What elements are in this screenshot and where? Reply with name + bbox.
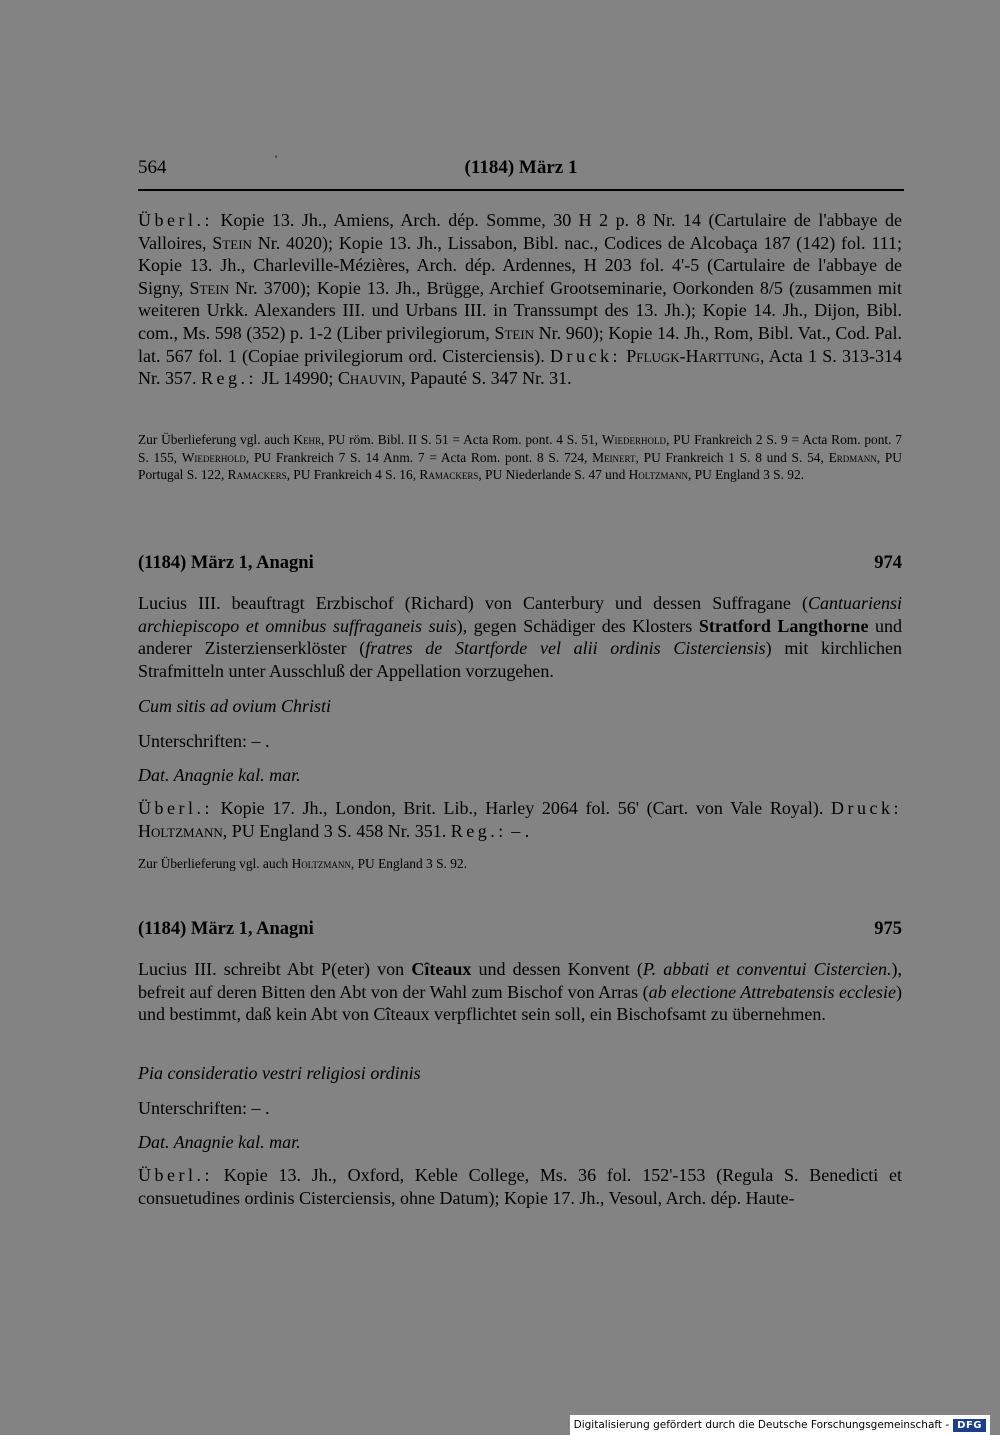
entry-975-dating: Dat. Anagnie kal. mar. — [138, 1132, 301, 1152]
uberlieferung-paragraph: Überl.: Kopie 13. Jh., Amiens, Arch. dép. Somme, 30 H 2 p. 8 Nr. 14 (Cartulaire de l'abbaye de Valloires, Stein Nr. 4020); Kopie 13. Jh., Lissabon, Bibl. nac., Codices de Alcobaça 187 (142) fol. 111; Kopie 13. Jh., Charleville-Mézières, Arch. dép. Ardennes, H 203 fol. 4'-5 (Cartulaire de l'abbaye de Signy, Stein Nr. 3700); Kopie 13. Jh., Brügge, Archief Grootseminarie, Oorkonden 8/5 (zusammen mit weiteren Urkk. Alexanders III. und Urbans III. in Transsumpt des 13. Jh.); Kopie 14. Jh., Dijon, Bibl. com., Ms. 598 (352) p. 1-2 (Liber privilegiorum, Stein Nr. 960); Kopie 14. Jh., Rom, Bibl. Vat., Cod. Pal. lat. 567 fol. 1 (Copiae privilegiorum ord. Cisterciensis). Druck: Pflugk-Harttung, Acta 1 S. 313-314 Nr. 357. Reg.: JL 14990; Chauvin, Papauté S. 347 Nr. 31. — [138, 210, 903, 389]
dfg-logo: DFG — [953, 1419, 986, 1432]
entry-974-tradition — [138, 797, 902, 842]
previous-entry-note — [138, 431, 902, 484]
note-paragraph: Zur Überlieferung vgl. auch Kehr, PU röm. Bibl. II S. 51 = Acta Rom. pont. 4 S. 51, Wiederhold, PU Frankreich 2 S. 9 = Acta Rom. pont. 7 S. 155, Wiederhold, PU Frankreich 7 S. 14 Anm. 7 = Acta Rom. pont. 8 S. 724, Meinert, PU Frankreich 1 S. 8 und S. 54, Erdmann, PU Portugal S. 122, Ramackers, PU Frankreich 4 S. 16, Ramackers, PU Niederlande S. 47 und Holtzmann, PU England 3 S. 92. — [138, 432, 902, 482]
dfg-funding-footer — [570, 1415, 990, 1435]
entry-975-number: 975 — [874, 919, 902, 939]
entry-975-signatures: Unterschriften: – . — [138, 1098, 270, 1118]
entry-975-regest — [138, 958, 902, 1026]
entry-974-note — [138, 855, 902, 873]
entry-974-signatures: Unterschriften: – . — [138, 731, 270, 751]
regest-paragraph: Lucius III. beauftragt Erzbischof (Richard) von Canterbury und dessen Suffragane (Cantuariensi archiepiscopo et omnibus suffraganeis suis), gegen Schädiger des Klosters Stratford Langthorne und anderer Zisterzienserklöster (fratres de Startforde vel alii ordinis Cisterciensis) mit kirchlichen Strafmitteln unter Ausschluß der Appellation vorzugehen. — [138, 593, 903, 681]
uberlieferung-paragraph: Überl.: Kopie 17. Jh., London, Brit. Lib., Harley 2064 fol. 56' (Cart. von Vale Royal). Druck: Holtzmann, PU England 3 S. 458 Nr. 351. Reg.: – . — [138, 798, 902, 841]
entry-974-dating: Dat. Anagnie kal. mar. — [138, 765, 301, 785]
footer-text: Digitalisierung gefördert durch die Deutsche Forschungsgemeinschaft - — [573, 1419, 950, 1431]
entry-975-date: (1184) März 1, Anagni — [138, 919, 314, 939]
entry-974-regest — [138, 592, 902, 682]
page-number: 564 — [138, 157, 167, 178]
regest-paragraph: Lucius III. schreibt Abt P(eter) von Cîteaux und dessen Konvent (P. abbati et conventui Cistercien.), befreit auf deren Bitten den Abt von der Wahl zum Bischof von Arras (ab electione Attrebatensis ecclesie) und bestimmt, daß kein Abt von Cîteaux verpflichtet sein soll, ein Bischofsamt zu übernehmen. — [138, 959, 903, 1025]
entry-974-date: (1184) März 1, Anagni — [138, 553, 314, 573]
note-paragraph: Zur Überlieferung vgl. auch Holtzmann, PU England 3 S. 92. — [138, 856, 467, 871]
entry-975-tradition — [138, 1164, 902, 1209]
uberlieferung-paragraph: Überl.: Kopie 13. Jh., Oxford, Keble College, Ms. 36 fol. 152'-153 (Regula S. Benedicti et consuetudines ordinis Cisterciensis, ohne Datum); Kopie 17. Jh., Vesoul, Arch. dép. Haute- — [138, 1165, 902, 1208]
entry-974-incipit: Cum sitis ad ovium Christi — [138, 696, 332, 716]
entry-975-heading — [138, 919, 902, 943]
entry-974-number: 974 — [874, 553, 902, 573]
running-header — [138, 152, 904, 191]
entry-975-incipit: Pia consideratio vestri religiosi ordinis — [138, 1063, 421, 1083]
previous-entry-tradition — [138, 209, 902, 390]
entry-974-heading — [138, 553, 902, 577]
running-title: (1184) März 1 — [464, 157, 578, 178]
header-mark: ' — [275, 152, 278, 166]
